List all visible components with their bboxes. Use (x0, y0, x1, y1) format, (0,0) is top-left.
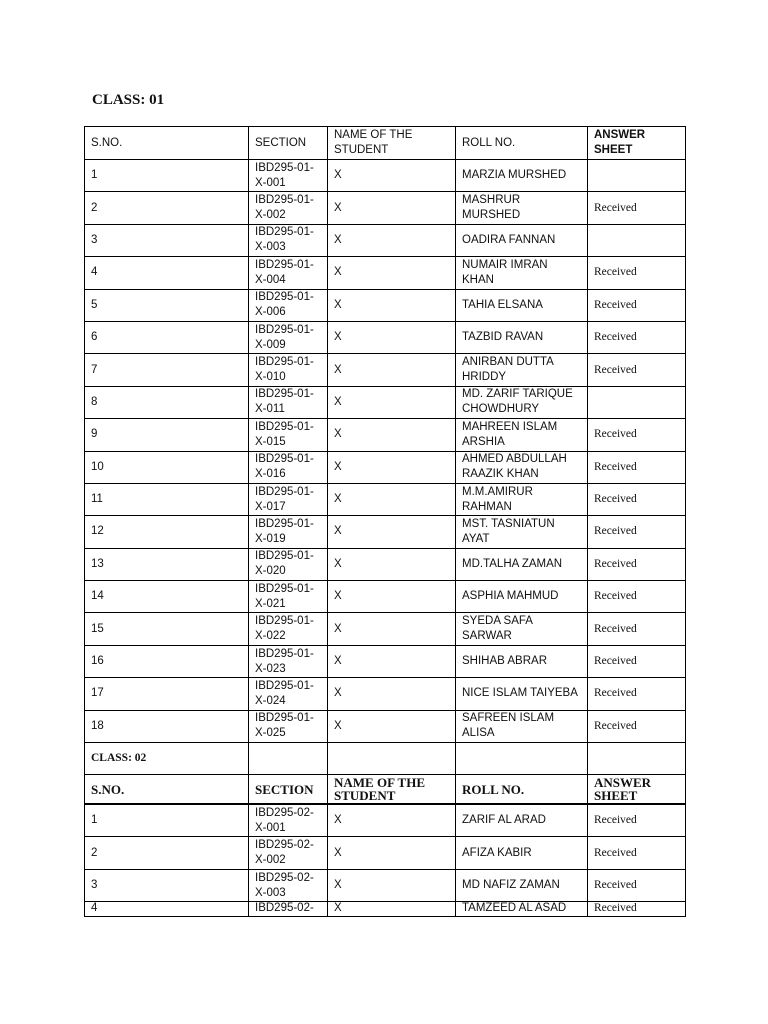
empty-cell (328, 743, 456, 775)
cell-roll: ASPHIA MAHMUD (456, 581, 588, 613)
class-02-header-name: NAME OF THE STUDENT (328, 775, 456, 805)
cell-section: IBD295-01-X-024 (249, 678, 328, 710)
cell-name: X (328, 837, 456, 869)
cell-name: X (328, 419, 456, 451)
cell-sno: 18 (85, 710, 249, 742)
cell-answer-sheet: Received (588, 869, 686, 901)
class-02-header-answer: ANSWER SHEET (588, 775, 686, 805)
cell-name: X (328, 804, 456, 837)
cell-section: IBD295-01-X-006 (249, 289, 328, 321)
cell-sno: 7 (85, 354, 249, 386)
cell-name: X (328, 451, 456, 483)
cell-section: IBD295-02-X-001 (249, 804, 328, 837)
table-row (85, 224, 686, 256)
cell-name: X (328, 321, 456, 353)
cell-section: IBD295-01-X-023 (249, 645, 328, 677)
cell-name: X (328, 192, 456, 224)
table-row (85, 613, 686, 645)
cell-sno: 10 (85, 451, 249, 483)
cell-answer-sheet (588, 160, 686, 192)
table-row (85, 804, 686, 837)
cell-roll: TAZBID RAVAN (456, 321, 588, 353)
header-sno: S.NO. (85, 127, 249, 160)
cell-roll: SYEDA SAFA SARWAR (456, 613, 588, 645)
cell-section: IBD295-01-X-015 (249, 419, 328, 451)
class-02-header-row (85, 775, 686, 805)
cell-section: IBD295-02-X-002 (249, 837, 328, 869)
table-row (85, 257, 686, 289)
cell-section: IBD295-01-X-011 (249, 386, 328, 418)
cell-roll: AHMED ABDULLAH RAAZIK KHAN (456, 451, 588, 483)
cell-roll: M.M.AMIRUR RAHMAN (456, 483, 588, 515)
cell-name: X (328, 257, 456, 289)
cell-section: IBD295-01-X-004 (249, 257, 328, 289)
cell-name: X (328, 902, 456, 917)
cell-name: X (328, 516, 456, 548)
cell-name: X (328, 386, 456, 418)
cell-name: X (328, 289, 456, 321)
cell-roll: ZARIF AL ARAD (456, 804, 588, 837)
cell-section: IBD295-01-X-003 (249, 224, 328, 256)
cell-sno: 4 (85, 902, 249, 917)
header-roll: ROLL NO. (456, 127, 588, 160)
cell-name: X (328, 548, 456, 580)
cell-sno: 9 (85, 419, 249, 451)
cell-roll: MD NAFIZ ZAMAN (456, 869, 588, 901)
class-01-title: CLASS: 01 (92, 92, 165, 108)
table-row (85, 321, 686, 353)
class-02-title-row (85, 743, 686, 775)
class-02-header-sno: S.NO. (85, 775, 249, 805)
cell-answer-sheet: Received (588, 419, 686, 451)
cell-section: IBD295-01-X-025 (249, 710, 328, 742)
cell-answer-sheet: Received (588, 710, 686, 742)
cell-answer-sheet: Received (588, 837, 686, 869)
cell-roll: MARZIA MURSHED (456, 160, 588, 192)
cell-roll: TAMZEED AL ASAD (456, 902, 588, 917)
header-section: SECTION (249, 127, 328, 160)
cell-name: X (328, 678, 456, 710)
cell-answer-sheet: Received (588, 354, 686, 386)
table-row (85, 160, 686, 192)
cell-section: IBD295-01-X-016 (249, 451, 328, 483)
cell-answer-sheet (588, 224, 686, 256)
cell-answer-sheet: Received (588, 678, 686, 710)
cell-answer-sheet: Received (588, 548, 686, 580)
cell-section: IBD295-01-X-002 (249, 192, 328, 224)
cell-answer-sheet: Received (588, 645, 686, 677)
table-row (85, 192, 686, 224)
cell-sno: 11 (85, 483, 249, 515)
cell-roll: AFIZA KABIR (456, 837, 588, 869)
table-row (85, 902, 686, 917)
class-02-header-roll: ROLL NO. (456, 775, 588, 805)
cell-roll: TAHIA ELSANA (456, 289, 588, 321)
empty-cell (249, 743, 328, 775)
cell-sno: 2 (85, 192, 249, 224)
cell-answer-sheet: Received (588, 321, 686, 353)
cell-sno: 5 (85, 289, 249, 321)
cell-name: X (328, 224, 456, 256)
cell-name: X (328, 869, 456, 901)
cell-answer-sheet: Received (588, 581, 686, 613)
cell-section: IBD295-01-X-021 (249, 581, 328, 613)
class-01-header-row (85, 127, 686, 160)
header-answer-sheet: ANSWER SHEET (588, 127, 686, 160)
empty-cell (588, 743, 686, 775)
cell-name: X (328, 613, 456, 645)
table-row (85, 869, 686, 901)
table-row (85, 548, 686, 580)
table-row (85, 419, 686, 451)
cell-section: IBD295-01-X-020 (249, 548, 328, 580)
cell-section: IBD295-01-X-017 (249, 483, 328, 515)
cell-sno: 13 (85, 548, 249, 580)
header-name: NAME OF THE STUDENT (328, 127, 456, 160)
student-table (84, 126, 686, 917)
cell-sno: 17 (85, 678, 249, 710)
cell-section: IBD295-02- (249, 902, 328, 917)
cell-sno: 2 (85, 837, 249, 869)
table-row (85, 645, 686, 677)
cell-section: IBD295-01-X-022 (249, 613, 328, 645)
cell-sno: 4 (85, 257, 249, 289)
empty-cell (456, 743, 588, 775)
cell-sno: 16 (85, 645, 249, 677)
cell-roll: NICE ISLAM TAIYEBA (456, 678, 588, 710)
table-row (85, 289, 686, 321)
cell-sno: 6 (85, 321, 249, 353)
table-row (85, 354, 686, 386)
table-row (85, 386, 686, 418)
table-row (85, 710, 686, 742)
class-02-header-section: SECTION (249, 775, 328, 805)
cell-answer-sheet: Received (588, 451, 686, 483)
cell-roll: MAHREEN ISLAM ARSHIA (456, 419, 588, 451)
cell-sno: 14 (85, 581, 249, 613)
cell-answer-sheet: Received (588, 289, 686, 321)
cell-sno: 12 (85, 516, 249, 548)
class-02-title: CLASS: 02 (85, 743, 249, 775)
cell-section: IBD295-02-X-003 (249, 869, 328, 901)
cell-sno: 3 (85, 224, 249, 256)
cell-section: IBD295-01-X-010 (249, 354, 328, 386)
cell-answer-sheet: Received (588, 902, 686, 917)
cell-roll: SAFREEN ISLAM ALISA (456, 710, 588, 742)
table-row (85, 837, 686, 869)
cell-name: X (328, 160, 456, 192)
cell-section: IBD295-01-X-009 (249, 321, 328, 353)
cell-answer-sheet: Received (588, 192, 686, 224)
cell-roll: MD. ZARIF TARIQUE CHOWDHURY (456, 386, 588, 418)
cell-sno: 15 (85, 613, 249, 645)
table-row (85, 451, 686, 483)
cell-sno: 3 (85, 869, 249, 901)
cell-roll: MASHRUR MURSHED (456, 192, 588, 224)
cell-sno: 1 (85, 804, 249, 837)
cell-sno: 8 (85, 386, 249, 418)
cell-answer-sheet: Received (588, 483, 686, 515)
cell-roll: MST. TASNIATUN AYAT (456, 516, 588, 548)
cell-answer-sheet: Received (588, 804, 686, 837)
table-row (85, 678, 686, 710)
table-row (85, 516, 686, 548)
cell-section: IBD295-01-X-019 (249, 516, 328, 548)
cell-answer-sheet: Received (588, 516, 686, 548)
cell-answer-sheet: Received (588, 257, 686, 289)
cell-name: X (328, 645, 456, 677)
cell-sno: 1 (85, 160, 249, 192)
cell-roll: NUMAIR IMRAN KHAN (456, 257, 588, 289)
cell-roll: MD.TALHA ZAMAN (456, 548, 588, 580)
cell-name: X (328, 483, 456, 515)
cell-section: IBD295-01-X-001 (249, 160, 328, 192)
cell-name: X (328, 710, 456, 742)
cell-roll: OADIRA FANNAN (456, 224, 588, 256)
table-row (85, 581, 686, 613)
cell-answer-sheet (588, 386, 686, 418)
cell-roll: ANIRBAN DUTTA HRIDDY (456, 354, 588, 386)
cell-roll: SHIHAB ABRAR (456, 645, 588, 677)
cell-answer-sheet: Received (588, 613, 686, 645)
cell-name: X (328, 354, 456, 386)
table-row (85, 483, 686, 515)
cell-name: X (328, 581, 456, 613)
